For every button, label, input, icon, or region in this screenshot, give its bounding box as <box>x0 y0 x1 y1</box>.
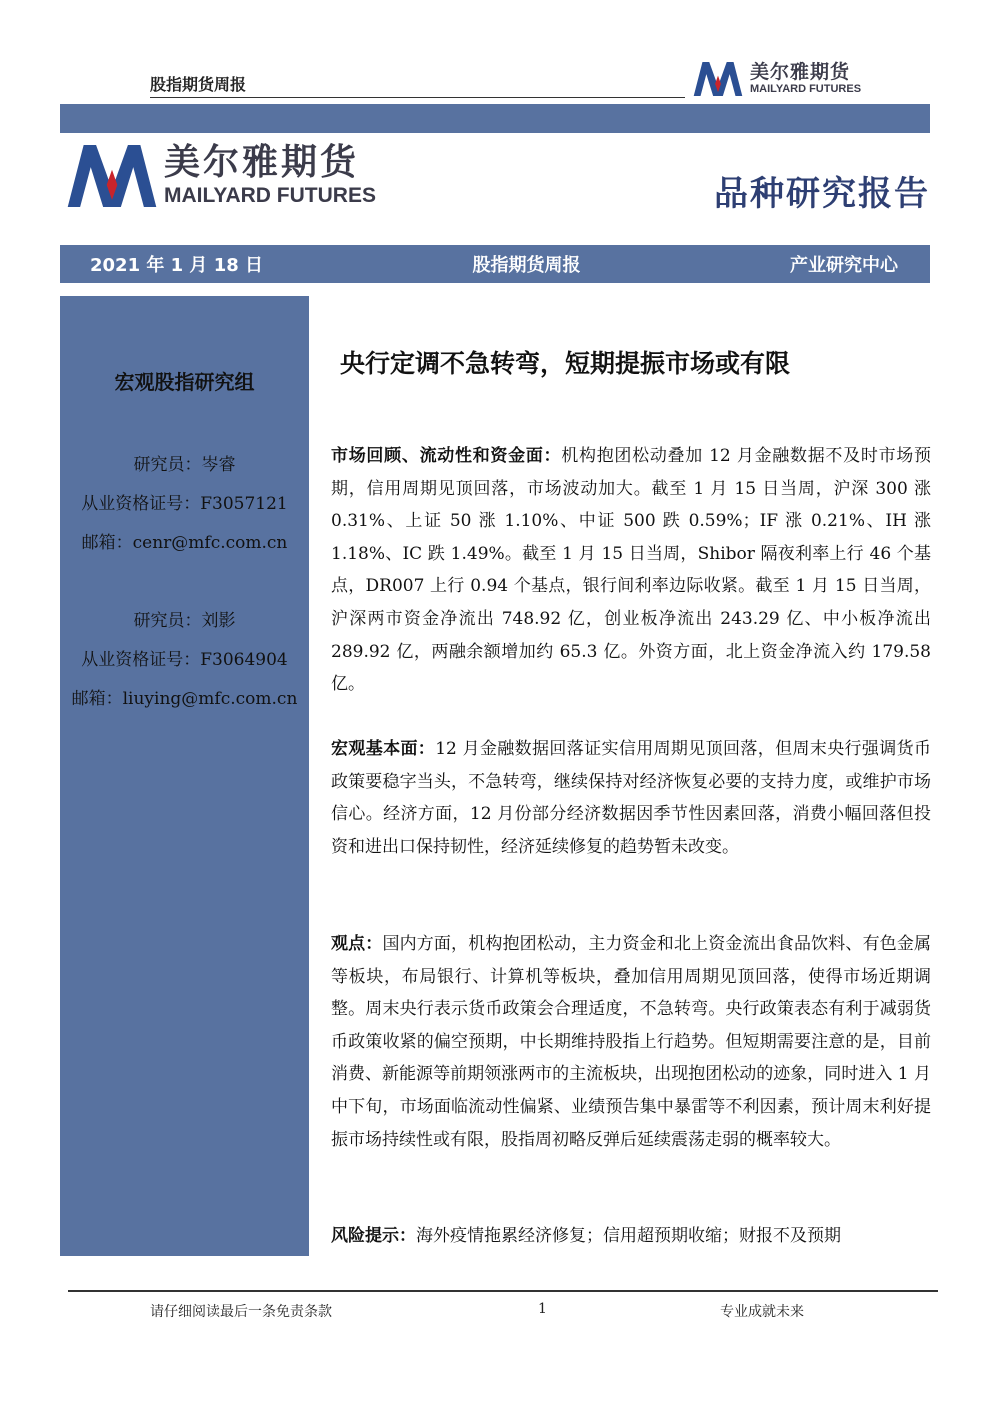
header-rule <box>150 97 685 98</box>
logo-en-text: MAILYARD FUTURES <box>750 83 862 95</box>
header-band <box>60 104 930 133</box>
department: 产业研究中心 <box>789 255 898 276</box>
section-text: 海外疫情拖累经济修复；信用超预期收缩；财报不及预期 <box>416 1226 841 1246</box>
footer-slogan: 专业成就未来 <box>720 1304 804 1320</box>
section-macro <box>331 733 931 863</box>
logo-cn-text: 美尔雅期货 <box>750 61 851 83</box>
analyst-name: 研究员：岑睿 <box>133 455 236 475</box>
analyst-card <box>60 602 309 719</box>
analyst-name: 研究员：刘影 <box>133 611 236 631</box>
analyst-email: 邮箱：liuying@mfc.com.cn <box>71 689 298 709</box>
report-category: 股指期货周报 <box>472 255 581 276</box>
mailyard-logo-icon <box>66 145 158 207</box>
mailyard-logo-icon <box>692 62 744 96</box>
section-market-review <box>331 440 931 701</box>
footer-disclaimer: 请仔细阅读最后一条免责条款 <box>150 1304 332 1320</box>
section-label: 风险提示： <box>331 1226 416 1246</box>
analyst-card <box>60 446 309 563</box>
logo-en-text: MAILYARD FUTURES <box>164 184 376 207</box>
section-risk <box>331 1220 931 1253</box>
article-headline: 央行定调不急转弯，短期提振市场或有限 <box>340 349 791 378</box>
info-band <box>60 245 930 283</box>
analyst-cert: 从业资格证号：F3057121 <box>81 494 288 514</box>
analyst-sidebar <box>60 296 309 1256</box>
company-logo-small <box>692 62 861 96</box>
section-text: 12 月金融数据回落证实信用周期见顶回落，但周末央行强调货币政策要稳字当头，不急转弯，继续保持对经济恢复必要的支持力度，或维护市场信心。经济方面，12 月份部分经济数据因季节性因素回落，消费小幅回落但投资和进出口保持韧性，经济延续修复的趋势暂未改变。 <box>331 739 932 857</box>
report-type-title: 品种研究报告 <box>714 174 930 214</box>
analyst-cert: 从业资格证号：F3064904 <box>81 650 288 670</box>
report-date: 2021 年 1 月 18 日 <box>90 255 264 276</box>
section-label: 市场回顾、流动性和资金面： <box>331 446 562 466</box>
analyst-email: 邮箱：cenr@mfc.com.cn <box>81 533 288 553</box>
section-text: 机构抱团松动叠加 12 月金融数据不及时市场预期，信用周期见顶回落，市场波动加大。截至 1 月 15 日当周，沪深 300 涨 0.31%、上证 50 涨 1.10%、中证 500 跌 0.59%；IF 涨 0.21%、IH 涨 1.18%、IC 跌 1.49%。截至 1 月 15 日当周，Shibor 隔夜利率上行 46 个基点，DR007 上行 0.94 个基点，银行间利率边际收紧。截至 1 月 15 日当周，沪深两市资金净流出 748.92 亿，创业板净流出 243.29 亿、中小板净流出 289.92 亿，两融余额增加约 65.3 亿。外资方面，北上资金净流入约 179.58 亿。 <box>331 446 931 695</box>
logo-cn-text: 美尔雅期货 <box>164 142 360 183</box>
company-logo-large <box>66 143 376 209</box>
footer-rule <box>68 1290 938 1292</box>
research-group: 宏观股指研究组 <box>114 370 255 394</box>
section-text: 国内方面，机构抱团松动，主力资金和北上资金流出食品饮料、有色金属等板块，布局银行、计算机等板块，叠加信用周期见顶回落，使得市场近期调整。周末央行表示货币政策会合理适度，不急转弯。央行政策表态有利于减弱货币政策收紧的偏空预期，中长期维持股指上行趋势。但短期需要注意的是，目前消费、新能源等前期领涨两市的主流板块，出现抱团松动的迹象，同时进入 1 月中下旬，市场面临流动性偏紧、业绩预告集中暴雷等不利因素，预计周末利好提振市场持续性或有限，股指周初略反弹后延续震荡走弱的概率较大。 <box>331 934 932 1150</box>
section-label: 观点： <box>331 934 383 954</box>
page-number: 1 <box>538 1301 547 1317</box>
running-title: 股指期货周报 <box>150 75 247 94</box>
section-view <box>331 928 931 1156</box>
section-label: 宏观基本面： <box>331 739 436 759</box>
